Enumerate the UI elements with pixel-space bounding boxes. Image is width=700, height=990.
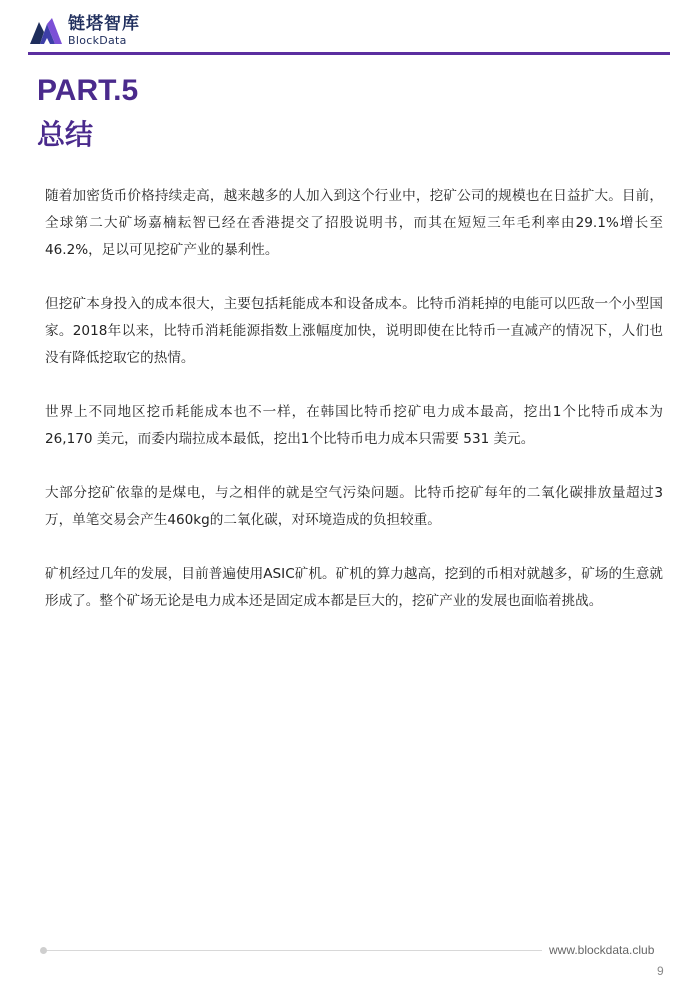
section-title: 总结: [37, 118, 94, 151]
content: [45, 183, 663, 642]
page-number: 9: [657, 964, 664, 978]
paragraph: 但挖矿本身投入的成本很大，主要包括耗能成本和设备成本。比特币消耗掉的电能可以匹敌一个小型国家。2018年以来，比特币消耗能源指数上涨幅度加快，说明即使在比特币一直减产的情况下，人们也没有降低挖取它的热情。: [45, 296, 663, 366]
section-part-label: PART.5: [37, 74, 139, 107]
paragraph: 矿机经过几年的发展，目前普遍使用ASIC矿机。矿机的算力越高，挖到的币相对就越多，矿场的生意就形成了。整个矿场无论是电力成本还是固定成本都是巨大的，挖矿产业的发展也面临着挑战。: [45, 566, 663, 609]
paragraph: 随着加密货币价格持续走高，越来越多的人加入到这个行业中，挖矿公司的规模也在日益扩大。目前，全球第二大矿场嘉楠耘智已经在香港提交了招股说明书，而其在短短三年毛利率由29.1%增长至46.2%，足以可见挖矿产业的暴利性。: [45, 188, 663, 258]
footer-url[interactable]: www.blockdata.club: [549, 943, 655, 957]
brand-name-cn: 链塔智库: [68, 14, 140, 34]
header-divider: [28, 52, 670, 55]
paragraph: 大部分挖矿依靠的是煤电，与之相伴的就是空气污染问题。比特币挖矿每年的二氧化碳排放量超过3万，单笔交易会产生460kg的二氧化碳，对环境造成的负担较重。: [45, 485, 663, 528]
paragraph: 世界上不同地区挖币耗能成本也不一样，在韩国比特币挖矿电力成本最高，挖出1个比特币成本为26,170 美元，而委内瑞拉成本最低，挖出1个比特币电力成本只需要 531 美元。: [45, 404, 663, 447]
brand: [68, 16, 140, 46]
blockdata-logo-icon: [28, 16, 64, 46]
footer-dot: [40, 947, 47, 954]
footer-divider: [42, 950, 542, 951]
header: [28, 14, 140, 48]
brand-name-en: BlockData: [68, 34, 127, 47]
